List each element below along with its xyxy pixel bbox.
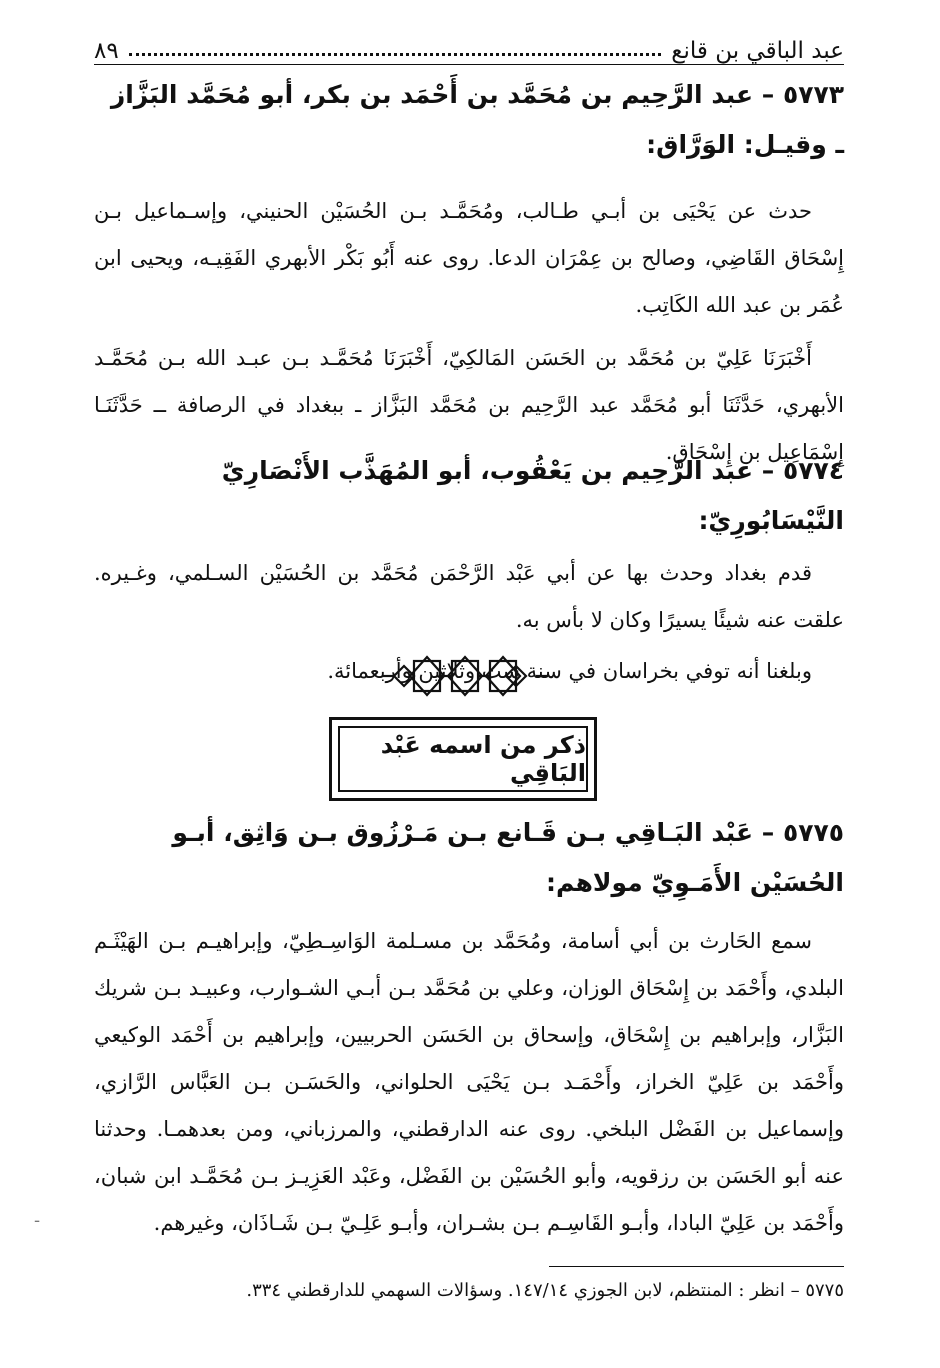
entry-title: ٥٧٧٤ – عبد الرَّحِيم بن يَعْقُوب، أبو المُهَذَّب الأَنْصَارِيّ النَّيْسَابُورِيّ:: [221, 456, 844, 535]
running-title: عبد الباقي بن قانع: [671, 38, 844, 64]
entry-5773: [94, 70, 844, 476]
header-leader-dots: [129, 52, 662, 56]
section-heading-box: [329, 717, 597, 801]
footnote-rule: [549, 1266, 844, 1267]
section-heading: ذكر من اسمه عَبْد البَاقِي: [338, 726, 588, 792]
page-header: [94, 30, 844, 65]
page-number: ٨٩: [94, 38, 119, 64]
entry-paragraph: قدم بغداد وحدث بها عن أبي عَبْد الرَّحْمَن مُحَمَّد بن الحُسَيْن السـلمي، وغـيره. علقت عنه شيئًا يسيرًا وكان لا بأس به.: [94, 561, 844, 632]
entry-paragraph: وبلغنا أنه توفي بخراسان في سنة ست وثلاثين وأربعمائة.: [327, 659, 812, 683]
entry-title: ٥٧٧٣ – عبد الرَّحِيم بن مُحَمَّد بن أَحْمَد بن بكر، أبو مُحَمَّد البَزَّاز ـ وقيـل: الوَرَّاق:: [110, 80, 844, 159]
entry-title: ٥٧٧٥ – عَبْد البَـاقِي بـن قَـانع بـن مَـرْزُوق بـن وَاثِق، أبـو الحُسَيْن الأَمَـوِيّ مولاهم:: [172, 818, 844, 897]
footnote: ٥٧٧٥ – انظر : المنتظم، لابن الجوزي ١٤٧/١٤. وسؤالات السهمي للدارقطني ٣٣٤.: [246, 1280, 844, 1301]
ornament-divider: [380, 655, 550, 697]
entry-paragraph: سمع الحَارث بن أبي أسامة، ومُحَمَّد بن مسـلمة الوَاسِـطِيّ، وإبراهيـم بـن الهَيْثَـم البلدي، وأَحْمَد بن إِسْحَاق الوزان، وعلي بن مُحَمَّد بـن أبـي الشـوارب، وعبيـد بـن شريك البَزَّار، وإبراهيم بن إِسْحَاق، وإسحاق بن الحَسَن الحربيين، وإبراهيم بن أَحْمَد الوكيعي وأَحْمَد بن عَلِيّ الخراز، وأَحْمَـد بـن يَحْيَى الحلواني، والحَسَـن بـن العَبَّاس الرَّازي، وإسماعيل بن الفَضْل البلخي. روى عنه الدارقطني، والمرزباني، ومن بعدهمـا. وحدثنا عنه أبو الحَسَن بن رزقويه، وأبو الحُسَيْن بن الفَضْل، وعَبْد العَزِيـز بـن مُحَمَّـد ابن شبان، وأَحْمَد بن عَلِيّ البادا، وأبـو القَاسِـم بـن بشـران، وأبـو عَلِـيّ بـن شَـاذَان، وغيرهم.: [94, 929, 844, 1235]
entry-5775: [94, 808, 844, 1247]
entry-paragraph: حدث عن يَحْيَى بن أبـي طـالب، ومُحَمَّـد بـن الحُسَيْن الحنيني، وإسـماعيل بـن إِسْحَاق القَاضِي، وصالح بن عِمْرَان الدعا. روى عنه أَبُو بَكْر الأبهري الفَقِيـه، ويحيى ابن عُمَر بن عبد الله الكَاتِب.: [94, 199, 844, 317]
entry-paragraph: أَخْبَرَنَا عَلِيّ بن مُحَمَّد بن الحَسَن المَالكِيّ، أَخْبَرَنَا مُحَمَّـد بـن عبـد الله بـن مُحَمَّـد الأبهري، حَدَّثَنَا أبو مُحَمَّد عبد الرَّحِيم بن مُحَمَّد البَزَّاز ـ ببغداد في الرصافة ــ حَدَّثَنَـا إِسْمَاعِيل بن إِسْحَاق.: [94, 346, 844, 464]
margin-mark: -: [34, 1210, 41, 1231]
